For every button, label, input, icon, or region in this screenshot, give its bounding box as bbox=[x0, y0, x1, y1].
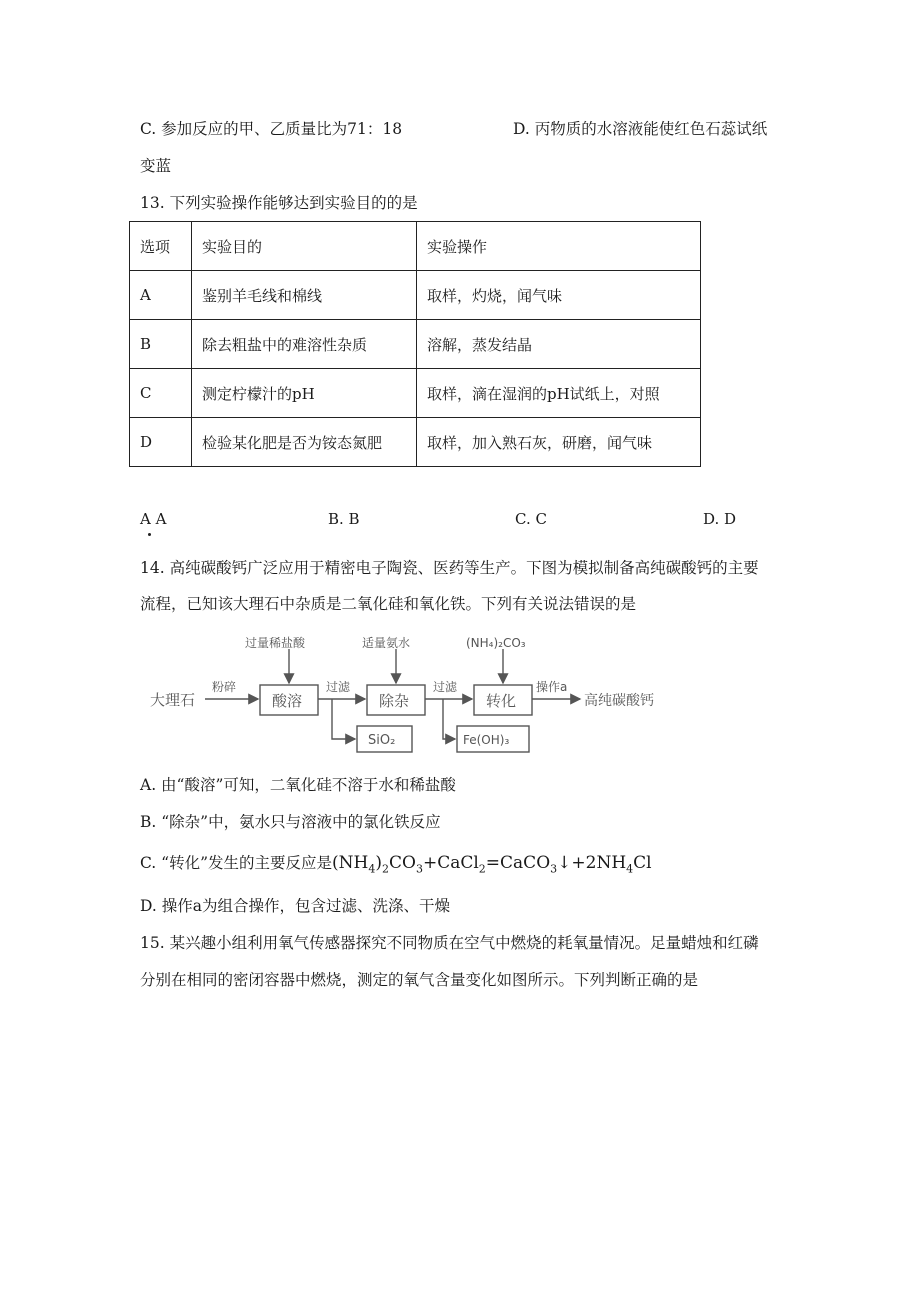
table-cell: C bbox=[130, 369, 192, 418]
table-cell: 取样，加入熟石灰，研磨，闻气味 bbox=[417, 418, 701, 467]
flow-reagent-text: 适量氨水 bbox=[362, 636, 411, 650]
table-cell: 检验某化肥是否为铵态氮肥 bbox=[192, 418, 417, 467]
q14-option-c bbox=[140, 852, 652, 880]
flow-box-text: 酸溶 bbox=[272, 692, 303, 710]
flow-start-text: 大理石 bbox=[150, 691, 196, 709]
q13-stem: 13. 下列实验操作能够达到实验目的的是 bbox=[140, 194, 418, 212]
q14-option-b: B. “除杂”中，氨水只与溶液中的氯化铁反应 bbox=[140, 813, 441, 831]
q15-stem-line2: 分别在相同的密闭容器中燃烧，测定的氧气含量变化如图所示。下列判断正确的是 bbox=[140, 971, 699, 989]
flow-arrow bbox=[443, 699, 455, 739]
q14-option-a: A. 由“酸溶”可知，二氧化硅不溶于水和稀盐酸 bbox=[140, 776, 456, 794]
table-row bbox=[130, 418, 701, 467]
flow-reagent-text: (NH₄)₂CO₃ bbox=[466, 636, 526, 650]
table-row bbox=[130, 271, 701, 320]
flow-box-text: 转化 bbox=[486, 692, 517, 710]
table-row bbox=[130, 369, 701, 418]
table-cell: D bbox=[130, 418, 192, 467]
q14-option-d: D. 操作a为组合操作，包含过滤、洗涤、干燥 bbox=[140, 897, 450, 915]
answer-dot-mark bbox=[148, 533, 151, 536]
flow-product-text: 高纯碳酸钙 bbox=[584, 693, 654, 709]
header-cell: 选项 bbox=[130, 222, 192, 271]
flow-step-label: 过滤 bbox=[433, 680, 458, 694]
flow-byproduct-text: Fe(OH)₃ bbox=[463, 733, 510, 747]
q15-stem-line1: 15. 某兴趣小组利用氧气传感器探究不同物质在空气中燃烧的耗氧量情况。足量蜡烛和红磷 bbox=[140, 934, 759, 952]
flow-step-label: 操作a bbox=[536, 680, 568, 694]
q13-table bbox=[129, 221, 701, 467]
table-header-row bbox=[130, 222, 701, 271]
table-row bbox=[130, 320, 701, 369]
reaction-equation: $(NH_4)_2CO_3+CaCl_2=CaCO_3↓+2NH_4Cl$ bbox=[332, 853, 652, 876]
flow-byproduct-text: SiO₂ bbox=[368, 733, 396, 748]
flow-arrow bbox=[332, 699, 355, 739]
q12-option-d: D. 丙物质的水溶液能使红色石蕊试纸 bbox=[513, 120, 768, 138]
table-cell: 鉴别羊毛线和棉线 bbox=[192, 271, 417, 320]
q12-option-d-continued: 变蓝 bbox=[140, 157, 172, 175]
flow-step-label: 粉碎 bbox=[212, 680, 237, 694]
q14-option-c-prefix: C. “转化”发生的主要反应是 bbox=[140, 854, 333, 872]
q13-answer-c: C. C bbox=[515, 510, 547, 528]
table-cell: 测定柠檬汁的pH bbox=[192, 369, 417, 418]
table-cell: A bbox=[130, 271, 192, 320]
table-cell: 除去粗盐中的难溶性杂质 bbox=[192, 320, 417, 369]
q12-option-c: C. 参加反应的甲、乙质量比为71：18 bbox=[140, 120, 403, 138]
q14-stem-line2: 流程，已知该大理石中杂质是二氧化硅和氧化铁。下列有关说法错误的是 bbox=[140, 595, 637, 613]
q13-answer-a: A A bbox=[140, 510, 167, 528]
q14-stem-line1: 14. 高纯碳酸钙广泛应用于精密电子陶瓷、医药等生产。下图为模拟制备高纯碳酸钙的主要 bbox=[140, 559, 759, 577]
flow-box-text: 除杂 bbox=[379, 692, 410, 710]
q13-answer-d: D. D bbox=[703, 510, 737, 528]
header-cell: 实验操作 bbox=[417, 222, 701, 271]
q14-flow-diagram bbox=[150, 635, 690, 755]
flow-step-label: 过滤 bbox=[326, 680, 351, 694]
table-cell: 取样，灼烧，闻气味 bbox=[417, 271, 701, 320]
q13-answer-b: B. B bbox=[328, 510, 360, 528]
table-cell: 溶解，蒸发结晶 bbox=[417, 320, 701, 369]
flow-reagent-text: 过量稀盐酸 bbox=[245, 636, 306, 650]
header-cell: 实验目的 bbox=[192, 222, 417, 271]
table-cell: 取样，滴在湿润的pH试纸上，对照 bbox=[417, 369, 701, 418]
table-cell: B bbox=[130, 320, 192, 369]
